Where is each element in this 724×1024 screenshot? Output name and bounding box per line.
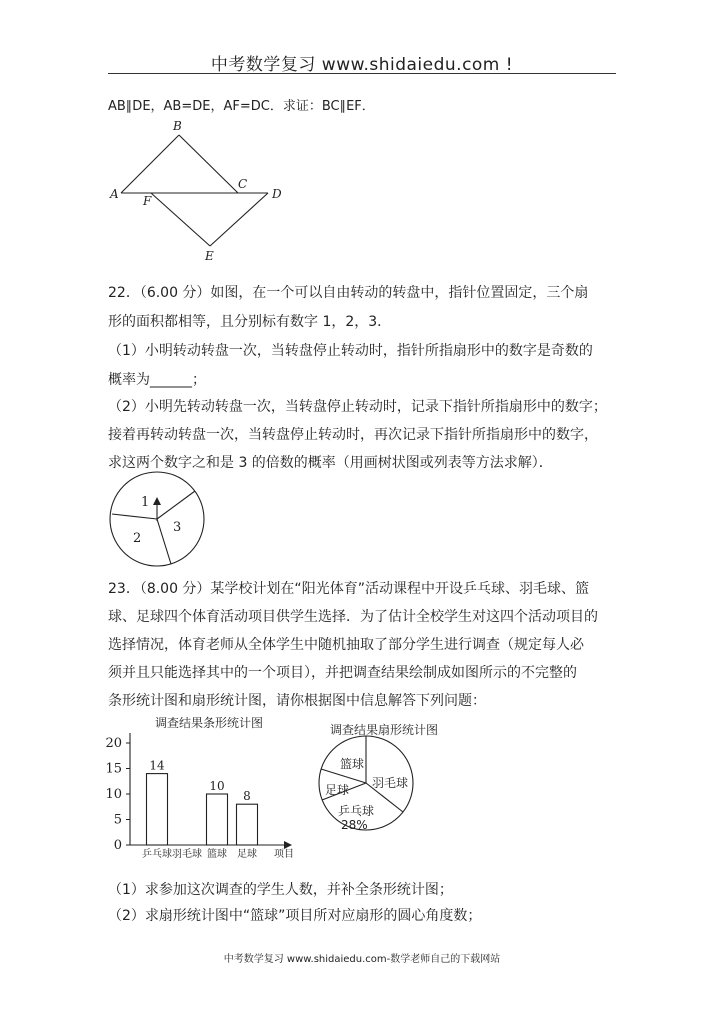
problem23-question1: （1）求参加这次调查的学生人数，并补全条形统计图； [108,882,453,898]
problem22-line2: 形的面积都相等，且分别标有数字 1，2，3． [108,314,392,330]
problem22-line6: 接着再转动转盘一次，当转盘停止转动时，再次记录下指针所指扇形中的数字， [108,427,598,443]
problem22-line4: 概率为______； [108,372,206,388]
y-tick-label: 15 [105,761,122,777]
label-E: E [205,249,214,263]
pie-chart-title: 调查结果扇形统计图 [330,723,439,737]
label-F: F [143,194,152,208]
page-footer: 中考数学复习 www.shidaiedu.com-数学老师自己的下载网站 [223,954,501,965]
label-A: A [110,187,119,201]
spinner-sector-2: 2 [133,531,142,546]
y-tick-label: 0 [113,838,122,853]
y-tick-label: 20 [105,736,122,751]
y-tick-label: 10 [105,787,122,802]
problem23-line1: 23．（8.00 分）某学校计划在“阳光体育”活动课程中开设乒乓球、羽毛球、篮 [108,581,589,597]
problem23-line4: 须并且只能选择其中的一个项目），并把调查结果绘制成如图所示的不完整的 [108,665,577,681]
bar-chart-title: 调查结果条形统计图 [155,716,264,730]
bar-data-label: 8 [243,789,251,804]
y-tick-label: 5 [113,812,122,828]
pie-label-football: 足球 [325,783,350,797]
page-header: 中考数学复习 www.shidaiedu.com ! [210,55,514,75]
problem23-line3: 选择情况，体育老师从全体学生中随机抽取了部分学生进行调查（规定每人必 [108,637,584,653]
x-tick-label: 篮球 [207,849,227,860]
problem21-statement: AB∥DE，AB=DE，AF=DC．求证：BC∥EF． [108,99,375,114]
spinner-sector-3: 3 [173,520,182,535]
problem23-line2: 球、足球四个体育活动项目供学生选择．为了估计全校学生对这四个活动项目的 [108,609,598,625]
problem22-line1: 22．（6.00 分）如图，在一个可以自由转动的转盘中，指针位置固定，三个扇 [108,285,589,301]
problem23-line5: 条形统计图和扇形统计图，请你根据图中信息解答下列问题： [108,693,486,709]
label-C: C [238,177,248,191]
pie-label-tabletennis: 乒乓球 [338,804,375,818]
problem22-line7: 求这两个数字之和是 3 的倍数的概率（用画树状图或列表等方法求解）． [108,455,553,471]
pie-label-badminton: 羽毛球 [372,776,409,790]
pie-label-basketball: 篮球 [340,757,365,771]
pie-divider-4 [321,769,366,783]
label-B: B [173,119,182,133]
bar-chart-x-label: 项目 [274,849,294,860]
x-tick-label: 乒乓球 [142,849,172,860]
x-tick-label: 羽毛球 [172,849,202,860]
spinner-sector-1: 1 [141,495,150,510]
problem22-line3: （1）小明转动转盘一次，当转盘停止转动时，指针所指扇形中的数字是奇数的 [108,343,593,359]
bar-data-label: 14 [149,758,165,773]
bar-data-label: 10 [209,779,225,793]
problem23-question2: （2）求扇形统计图中“篮球”项目所对应扇形的圆心角度数； [108,908,482,924]
label-D: D [272,187,282,201]
x-tick-label: 足球 [237,849,257,860]
problem22-line5: （2）小明先转动转盘一次，当转盘停止转动时，记录下指针所指扇形中的数字； [108,399,607,415]
pie-annotation-percent: 28% [341,818,368,832]
